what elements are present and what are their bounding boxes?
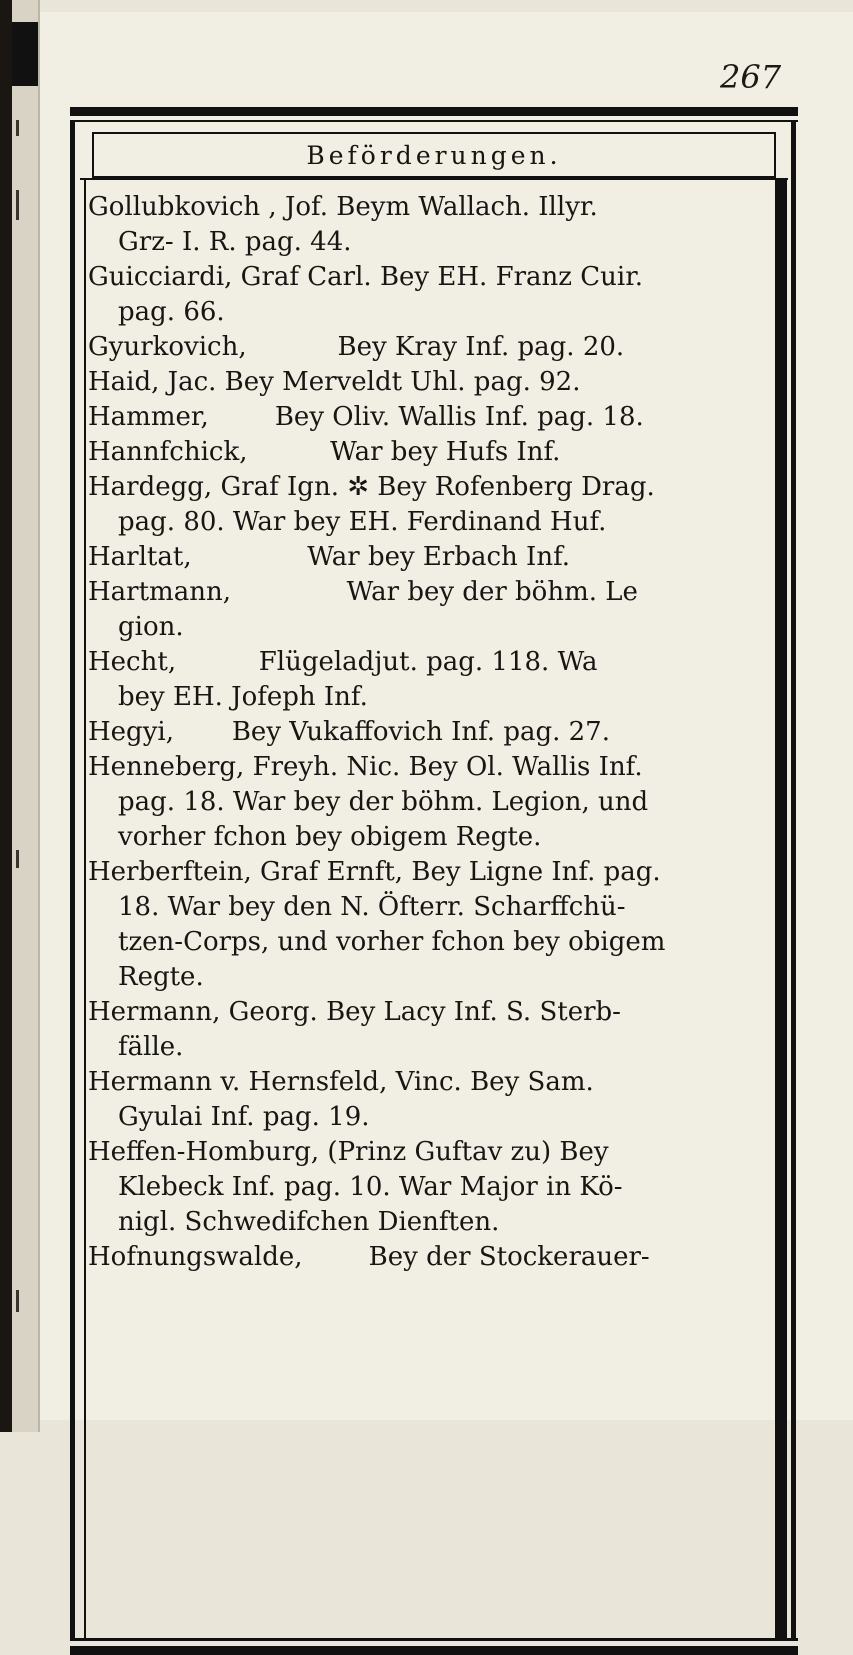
register-entry bbox=[88, 400, 770, 435]
top-rule-thick bbox=[70, 107, 798, 116]
register-entry bbox=[88, 1240, 770, 1275]
book-gutter-edge bbox=[0, 0, 12, 1432]
register-entry bbox=[88, 330, 770, 365]
entry-line-first: Gollubkovich , Jof. Beym Wallach. Illyr. bbox=[88, 192, 598, 222]
entry-line-first: Herberftein, Graf Ernft, Bey Ligne Inf. pag. bbox=[88, 857, 661, 887]
entry-line-continuation: gion. bbox=[118, 612, 184, 642]
entry-line-continuation: 18. War bey den N. Öfterr. Scharffchü- bbox=[118, 892, 626, 922]
bottom-rule-thick bbox=[70, 1646, 798, 1655]
entry-line-first: Hermann, Georg. Bey Lacy Inf. S. Sterb- bbox=[88, 997, 621, 1027]
entry-line-continuation: Gyulai Inf. pag. 19. bbox=[118, 1102, 370, 1132]
page-number: 267 bbox=[720, 58, 782, 96]
entry-line-continuation: Klebeck Inf. pag. 10. War Major in Kö- bbox=[118, 1172, 623, 1202]
register-entry bbox=[88, 435, 770, 470]
register-entry bbox=[88, 260, 770, 330]
entry-line-continuation: Grz- I. R. pag. 44. bbox=[118, 227, 352, 257]
page-edge-mark bbox=[16, 120, 19, 136]
entry-line-first: Hofnungswalde, Bey der Stockerauer- bbox=[88, 1242, 650, 1272]
section-title: Beförderungen. bbox=[306, 140, 562, 170]
entry-line-continuation: pag. 18. War bey der böhm. Legion, und bbox=[118, 787, 649, 817]
entry-line-first: Henneberg, Freyh. Nic. Bey Ol. Wallis Inf. bbox=[88, 752, 643, 782]
previous-page-edge bbox=[12, 0, 40, 1432]
entry-line-continuation: fälle. bbox=[118, 1032, 184, 1062]
entry-line-first: Guicciardi, Graf Carl. Bey EH. Franz Cuir. bbox=[88, 262, 644, 292]
entry-line-continuation: bey EH. Jofeph Inf. bbox=[118, 682, 368, 712]
register-entry bbox=[88, 1065, 770, 1135]
register-entry bbox=[88, 855, 770, 995]
page-edge-mark bbox=[16, 190, 19, 220]
entry-line-continuation: Regte. bbox=[118, 962, 204, 992]
register-entry bbox=[88, 1135, 770, 1240]
page-edge-mark bbox=[16, 1290, 19, 1312]
entry-line-first: Hecht, Flügeladjut. pag. 118. Wa bbox=[88, 647, 598, 677]
entry-line-first: Hegyi, Bey Vukaffovich Inf. pag. 27. bbox=[88, 717, 610, 747]
section-header-box bbox=[92, 132, 776, 178]
register-entry bbox=[88, 575, 770, 645]
register-entry bbox=[88, 470, 770, 540]
entry-list bbox=[88, 190, 770, 1275]
bottom-rule-thin bbox=[70, 1638, 798, 1641]
register-entry bbox=[88, 190, 770, 260]
binding-tab bbox=[12, 22, 38, 86]
entry-line-continuation: pag. 80. War bey EH. Ferdinand Huf. bbox=[118, 507, 607, 537]
entry-line-first: Hammer, Bey Oliv. Wallis Inf. pag. 18. bbox=[88, 402, 644, 432]
entry-line-first: Hardegg, Graf Ign. ✲ Bey Rofenberg Drag. bbox=[88, 472, 655, 502]
register-entry bbox=[88, 750, 770, 855]
inner-frame-line bbox=[84, 180, 86, 1640]
register-entry bbox=[88, 995, 770, 1065]
entry-line-first: Heffen-Homburg, (Prinz Guftav zu) Bey bbox=[88, 1137, 609, 1167]
register-entry bbox=[88, 540, 770, 575]
entry-line-first: Haid, Jac. Bey Merveldt Uhl. pag. 92. bbox=[88, 367, 581, 397]
entry-line-first: Hartmann, War bey der böhm. Le bbox=[88, 577, 638, 607]
entry-line-continuation: vorher fchon bey obigem Regte. bbox=[118, 822, 542, 852]
entry-line-continuation: nigl. Schwedifchen Dienften. bbox=[118, 1207, 500, 1237]
register-entry bbox=[88, 365, 770, 400]
header-rule bbox=[80, 178, 788, 180]
entry-line-first: Hermann v. Hernsfeld, Vinc. Bey Sam. bbox=[88, 1067, 594, 1097]
entry-line-continuation: pag. 66. bbox=[118, 297, 225, 327]
entry-line-first: Gyurkovich, Bey Kray Inf. pag. 20. bbox=[88, 332, 625, 362]
register-entry bbox=[88, 645, 770, 715]
entry-line-continuation: tzen-Corps, und vorher fchon bey obigem bbox=[118, 927, 666, 957]
entry-line-first: Hannfchick, War bey Hufs Inf. bbox=[88, 437, 561, 467]
entry-line-first: Harltat, War bey Erbach Inf. bbox=[88, 542, 571, 572]
right-frame-bar bbox=[775, 180, 787, 1640]
page-edge-mark bbox=[16, 850, 19, 868]
register-entry bbox=[88, 715, 770, 750]
